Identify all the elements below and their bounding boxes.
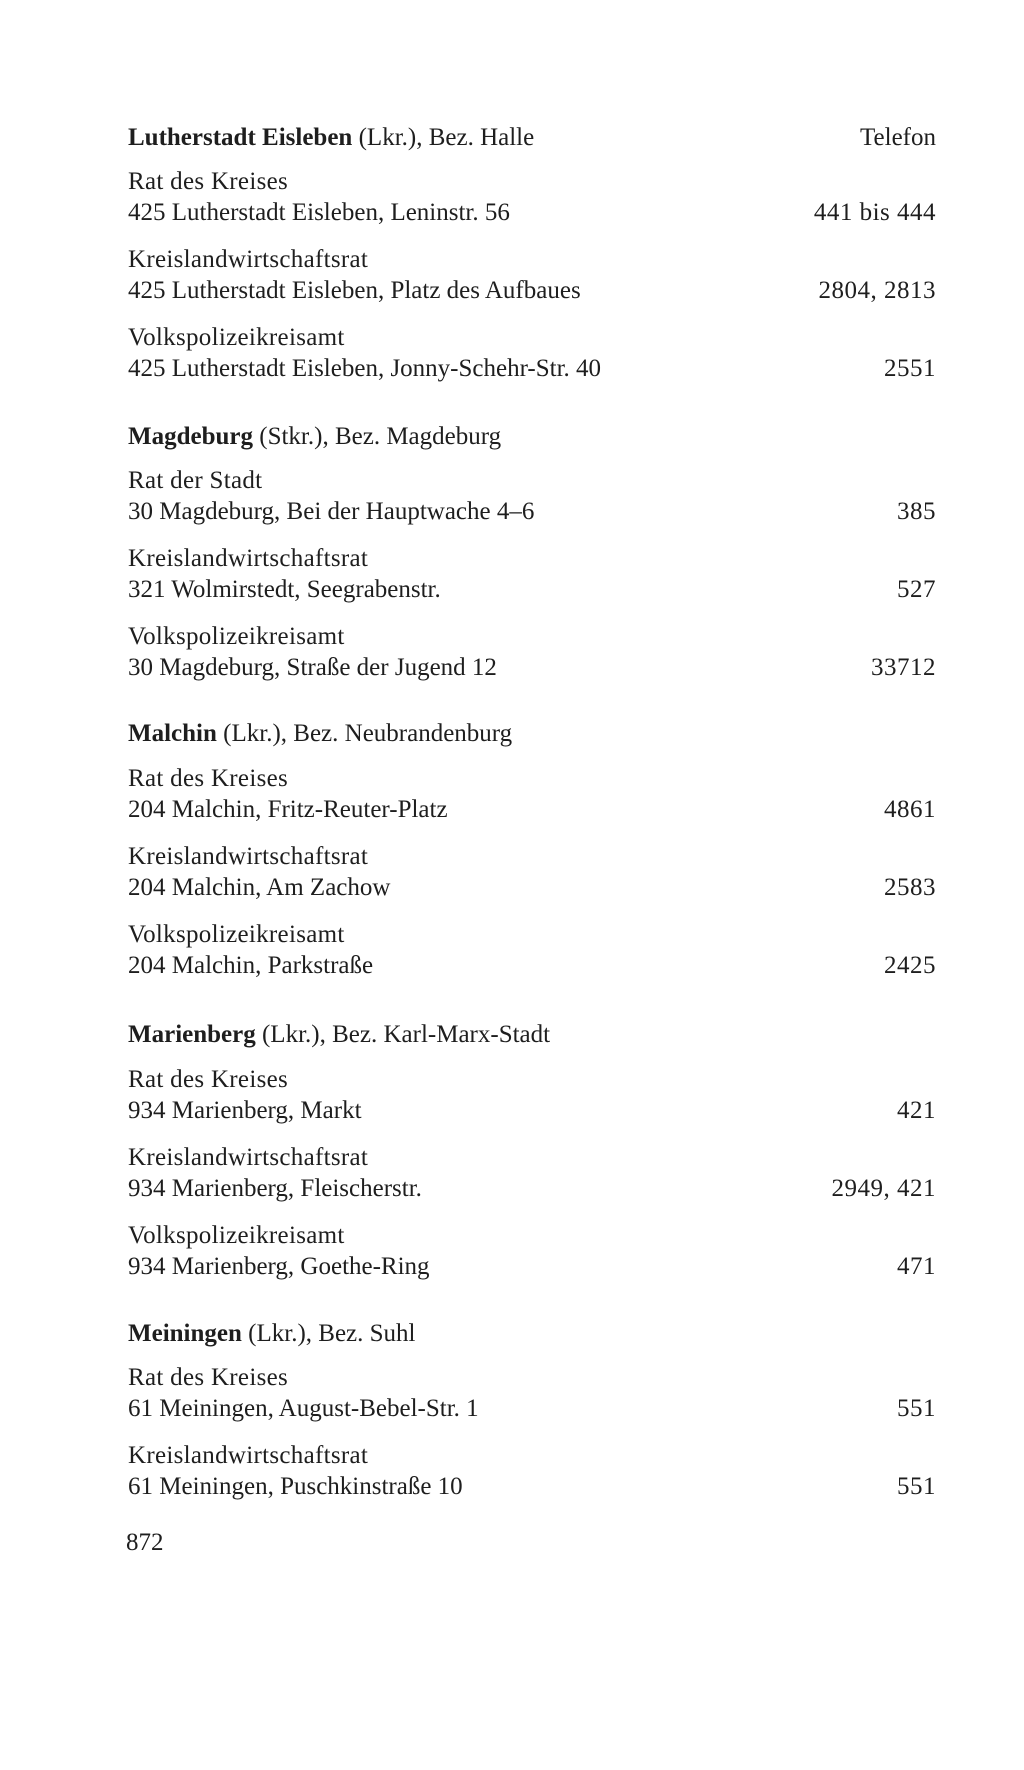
entry-phone: 4861 <box>884 796 936 823</box>
section-place-name: Marienberg <box>128 1021 256 1048</box>
directory-entry <box>128 841 936 905</box>
entry-address: 321 Wolmirstedt, Seegrabenstr. <box>128 576 441 603</box>
entry-phone: 551 <box>897 1473 936 1500</box>
directory-entry <box>128 322 936 386</box>
section-qualifier: (Lkr.), Bez. Halle <box>352 124 535 151</box>
entry-office: Rat des Kreises <box>128 168 289 195</box>
entry-office: Rat des Kreises <box>128 1066 289 1093</box>
directory-entry <box>128 543 936 607</box>
entry-phone: 385 <box>897 498 936 525</box>
entry-office: Kreislandwirtschaftsrat <box>128 1442 369 1469</box>
entry-address: 934 Marienberg, Fleischerstr. <box>128 1175 422 1202</box>
entry-phone: 471 <box>897 1253 936 1280</box>
section-heading <box>128 1019 828 1051</box>
entry-office: Volkspolizeikreisamt <box>128 623 345 650</box>
entry-address: 425 Lutherstadt Eisleben, Leninstr. 56 <box>128 199 510 226</box>
directory-entry <box>128 763 936 827</box>
entry-address: 204 Malchin, Am Zachow <box>128 874 391 901</box>
entry-phone: 441 bis 444 <box>813 199 936 226</box>
section-qualifier: (Lkr.), Bez. Karl-Marx-Stadt <box>255 1021 551 1048</box>
entry-office: Kreislandwirtschaftsrat <box>128 843 369 870</box>
entry-phone: 2583 <box>884 874 936 901</box>
section-heading <box>128 122 828 154</box>
entry-address: 204 Malchin, Fritz-Reuter-Platz <box>128 796 448 823</box>
directory-entry <box>128 919 936 983</box>
directory-entry <box>128 166 936 230</box>
directory-entry <box>128 1220 936 1284</box>
entry-address: 425 Lutherstadt Eisleben, Platz des Aufbaues <box>128 277 581 304</box>
entry-phone: 2425 <box>884 952 936 979</box>
section-heading <box>128 1318 828 1350</box>
section-qualifier: (Lkr.), Bez. Suhl <box>241 1320 416 1347</box>
section-heading <box>128 718 828 750</box>
section-qualifier: (Stkr.), Bez. Magdeburg <box>253 423 502 450</box>
entry-office: Volkspolizeikreisamt <box>128 1222 345 1249</box>
entry-office: Rat der Stadt <box>128 467 263 494</box>
directory-entry <box>128 1142 936 1206</box>
directory-entry <box>128 1440 936 1504</box>
entry-office: Kreislandwirtschaftsrat <box>128 1144 369 1171</box>
section-place-name: Malchin <box>128 720 217 747</box>
entry-phone: 2949, 421 <box>831 1175 936 1202</box>
entry-office: Kreislandwirtschaftsrat <box>128 545 369 572</box>
directory-entry <box>128 1064 936 1128</box>
directory-entry <box>128 1362 936 1426</box>
page-number: 872 <box>126 1529 164 1556</box>
entry-address: 425 Lutherstadt Eisleben, Jonny-Schehr-Str. 40 <box>128 355 602 382</box>
directory-entry <box>128 621 936 685</box>
entry-address: 204 Malchin, Parkstraße <box>128 952 374 979</box>
entry-phone: 421 <box>897 1097 936 1124</box>
entry-phone: 527 <box>897 576 936 603</box>
entry-address: 30 Magdeburg, Straße der Jugend 12 <box>128 654 497 681</box>
entry-phone: 2551 <box>884 355 936 382</box>
entry-office: Volkspolizeikreisamt <box>128 324 345 351</box>
directory-entry <box>128 465 936 529</box>
entry-address: 934 Marienberg, Goethe-Ring <box>128 1253 430 1280</box>
section-place-name: Lutherstadt Eisleben <box>128 124 353 151</box>
entry-office: Volkspolizeikreisamt <box>128 921 345 948</box>
telefon-column-header: Telefon <box>860 124 936 151</box>
entry-address: 30 Magdeburg, Bei der Hauptwache 4–6 <box>128 498 535 525</box>
entry-address: 934 Marienberg, Markt <box>128 1097 362 1124</box>
entry-office: Rat des Kreises <box>128 1364 289 1391</box>
entry-address: 61 Meiningen, August-Bebel-Str. 1 <box>128 1395 479 1422</box>
entry-office: Kreislandwirtschaftsrat <box>128 246 369 273</box>
directory-entry <box>128 244 936 308</box>
section-qualifier: (Lkr.), Bez. Neubrandenburg <box>216 720 513 747</box>
entry-office: Rat des Kreises <box>128 765 289 792</box>
section-place-name: Meiningen <box>128 1320 242 1347</box>
section-heading <box>128 421 828 453</box>
entry-phone: 33712 <box>871 654 936 681</box>
entry-phone: 2804, 2813 <box>818 277 936 304</box>
entry-address: 61 Meiningen, Puschkinstraße 10 <box>128 1473 463 1500</box>
entry-phone: 551 <box>897 1395 936 1422</box>
section-place-name: Magdeburg <box>128 423 253 450</box>
